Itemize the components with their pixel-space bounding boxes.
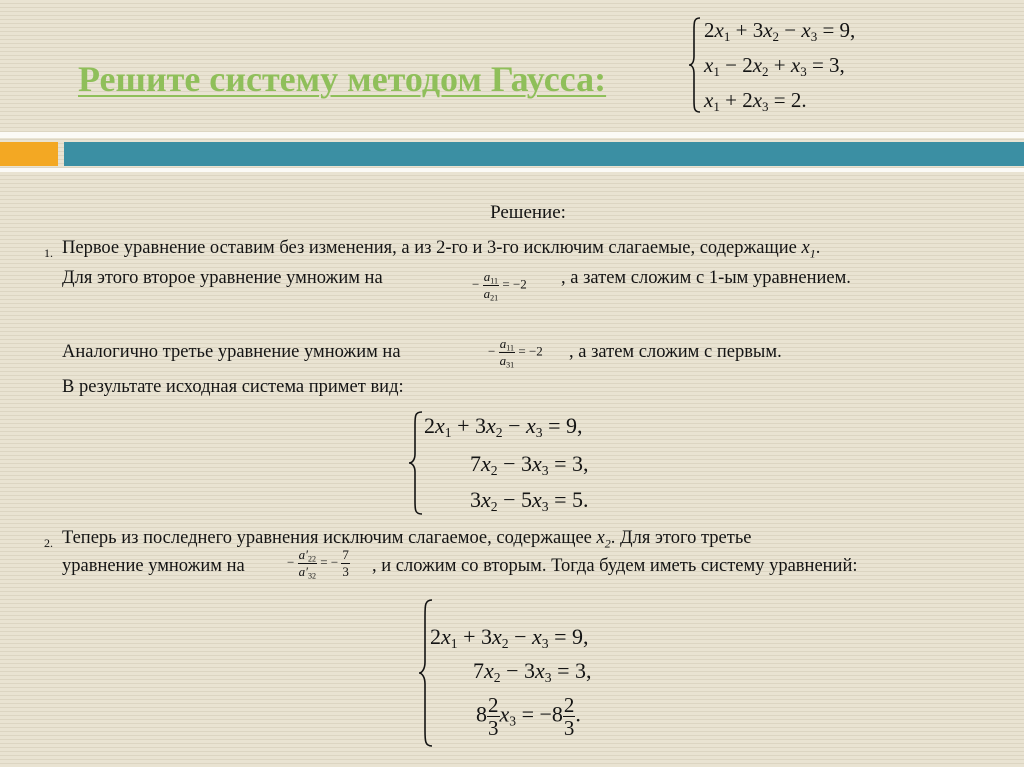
top-eq-1: $2x_1 + 3x_2 - x_3 = 9$, <box>704 18 856 44</box>
top-eq-2: $x_1 - 2x_2 + x_3 = 3$, <box>704 53 845 79</box>
middle-eq-1: $2x_1 + 3x_2 - x_3 = 9$, <box>424 413 583 441</box>
middle-system-brace <box>408 410 424 516</box>
fraction-a11-a31: − $\frac{a_{11}}{a_{31}}$ = −2 <box>488 336 543 370</box>
step1-line1: Первое уравнение оставим без изменения, а из 2-го и 3-го исключим слагаемые, содержащие $x_1$. <box>62 238 821 261</box>
step1-line3-start: Аналогично третье уравнение умножим на <box>62 342 401 362</box>
bottom-eq-3: 8 $\frac{2}{3}$ $x_3 = -8$ $\frac{2}{3}$ . <box>476 693 581 741</box>
accent-bar-teal <box>64 142 1024 166</box>
slide-title: Решите систему методом Гаусса: <box>78 59 607 99</box>
bottom-system-brace <box>418 598 434 748</box>
step2-line2-end: , и сложим со вторым. Тогда будем иметь систему уравнений: <box>372 556 858 576</box>
divider-band-bottom <box>0 168 1024 172</box>
middle-eq-3: $3x_2 - 5x_3 = 5$. <box>470 487 589 515</box>
solution-heading: Решение: <box>490 202 566 223</box>
step2-line1: Теперь из последнего уравнения исключим слагаемое, содержащее $x_2$. Для этого третье <box>62 528 752 551</box>
top-eq-3: $x_1 + 2x_3 = 2$. <box>704 88 807 114</box>
bottom-eq-2: $7x_2 - 3x_3 = 3$, <box>473 658 592 686</box>
middle-eq-2: $7x_2 - 3x_3 = 3$, <box>470 451 589 479</box>
step1-line2-start: Для этого второе уравнение умножим на <box>62 268 383 288</box>
step2-line2-start: уравнение умножим на <box>62 556 245 576</box>
step1-line4: В результате исходная система примет вид: <box>62 377 404 397</box>
step1-line3-end: , а затем сложим с первым. <box>569 342 782 362</box>
step1-number: 1. <box>44 246 53 260</box>
step1-line2-end: , а затем сложим с 1-ым уравнением. <box>561 268 851 288</box>
divider-band-top <box>0 132 1024 138</box>
accent-bar-orange <box>0 142 58 166</box>
top-system-brace <box>688 16 702 114</box>
bottom-eq-1: $2x_1 + 3x_2 - x_3 = 9$, <box>430 624 589 652</box>
step2-number: 2. <box>44 536 53 550</box>
fraction-a22-a32: − $\frac{a'_{22}}{a'_{32}}$ = − $\frac{7}{3}$ <box>287 547 349 581</box>
fraction-a11-a21: − $\frac{a_{11}}{a_{21}}$ = −2 <box>472 269 527 303</box>
